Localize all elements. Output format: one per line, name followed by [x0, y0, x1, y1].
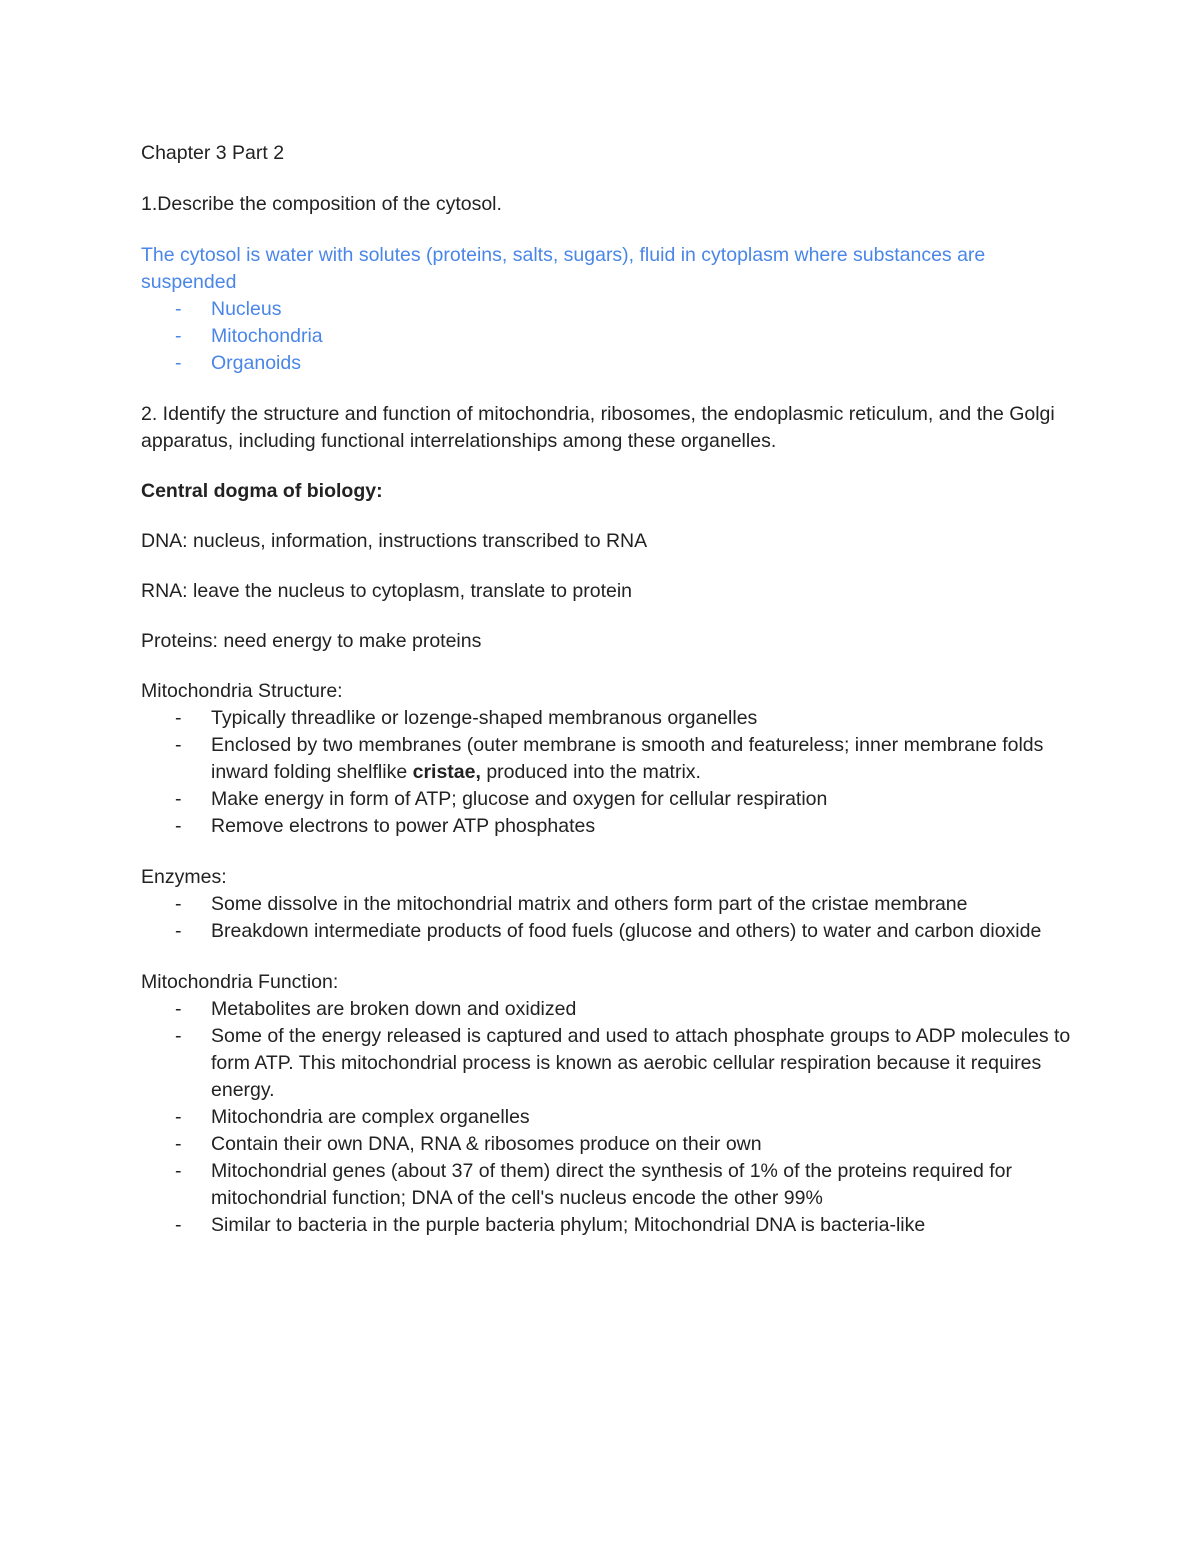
central-dogma-heading: Central dogma of biology:	[141, 480, 383, 502]
list-item: - Mitochondria are complex organelles	[141, 1104, 1071, 1131]
bullet-dash: -	[175, 325, 182, 347]
document-title: Chapter 3 Part 2	[141, 142, 285, 164]
bullet-dash: -	[175, 815, 182, 837]
list-item: - Contain their own DNA, RNA & ribosomes produce on their own	[141, 1131, 1071, 1158]
structure-heading: Mitochondria Structure:	[141, 680, 343, 702]
enzymes-heading: Enzymes:	[141, 866, 227, 888]
bullet-dash: -	[175, 1133, 182, 1155]
function-list	[141, 996, 1071, 1239]
list-item: - Mitochondria	[141, 323, 1071, 350]
list-item: - Enclosed by two membranes (outer membrane is smooth and featureless; inner membrane folds inward folding shelflike cristae, produced into the matrix.	[175, 734, 1044, 783]
list-item: - Breakdown intermediate products of food fuels (glucose and others) to water and carbon dioxide	[141, 918, 1071, 945]
rna-line: RNA: leave the nucleus to cytoplasm, translate to protein	[141, 580, 633, 602]
bullet-dash: -	[175, 920, 182, 942]
enzymes-list	[141, 891, 1071, 945]
cytosol-list	[141, 296, 1071, 377]
function-heading: Mitochondria Function:	[141, 971, 339, 993]
dna-line: DNA: nucleus, information, instructions transcribed to RNA	[141, 530, 648, 552]
answer-1: The cytosol is water with solutes (proteins, salts, sugars), fluid in cytoplasm where substances are suspended	[141, 244, 986, 293]
bullet-dash: -	[175, 1025, 182, 1047]
list-item: - Some dissolve in the mitochondrial matrix and others form part of the cristae membrane	[141, 891, 1071, 918]
list-item: - Organoids	[141, 350, 1071, 377]
bullet-dash: -	[175, 707, 182, 729]
bullet-dash: -	[175, 788, 182, 810]
bullet-dash: -	[175, 1160, 182, 1182]
question-1: 1.Describe the composition of the cytosol.	[141, 193, 502, 215]
bullet-dash: -	[175, 1106, 182, 1128]
bullet-dash: -	[175, 998, 182, 1020]
bullet-dash: -	[175, 734, 182, 756]
document-page	[141, 140, 1071, 1239]
structure-list	[141, 705, 1071, 840]
list-item: - Typically threadlike or lozenge-shaped membranous organelles	[141, 705, 1071, 732]
bullet-dash: -	[175, 298, 182, 320]
list-item: - Some of the energy released is captured and used to attach phosphate groups to ADP molecules to form ATP. This mitochondrial process is known as aerobic cellular respiration because it requires energy.	[175, 1025, 1071, 1101]
bullet-dash: -	[175, 352, 182, 374]
proteins-line: Proteins: need energy to make proteins	[141, 630, 482, 652]
cristae-term: cristae,	[412, 761, 481, 783]
list-item: - Nucleus	[141, 296, 1071, 323]
list-item: - Make energy in form of ATP; glucose and oxygen for cellular respiration	[141, 786, 1071, 813]
list-item: - Similar to bacteria in the purple bacteria phylum; Mitochondrial DNA is bacteria-like	[141, 1212, 1071, 1239]
bullet-dash: -	[175, 893, 182, 915]
list-item: - Remove electrons to power ATP phosphates	[141, 813, 1071, 840]
bullet-dash: -	[175, 1214, 182, 1236]
list-item: - Mitochondrial genes (about 37 of them) direct the synthesis of 1% of the proteins required for mitochondrial function; DNA of the cell's nucleus encode the other 99%	[175, 1160, 1013, 1209]
question-2: 2. Identify the structure and function of mitochondria, ribosomes, the endoplasmic reticulum, and the Golgi apparatus, including functional interrelationships among these organelles.	[141, 403, 1055, 452]
list-item: - Metabolites are broken down and oxidized	[141, 996, 1071, 1023]
